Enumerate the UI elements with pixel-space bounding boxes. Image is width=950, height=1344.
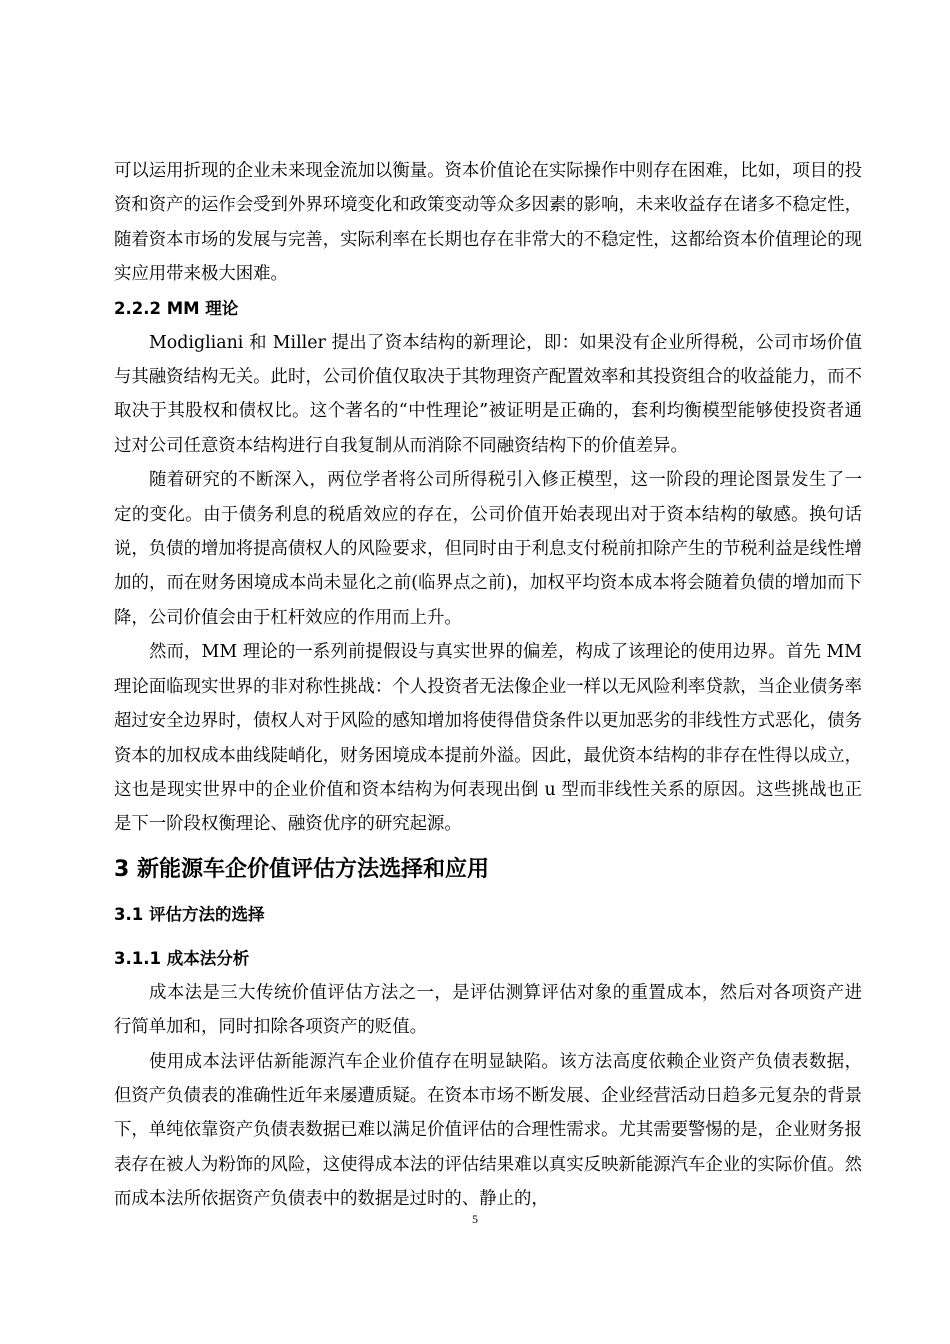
chapter-3-heading: 3 新能源车企价值评估方法选择和应用 (114, 856, 489, 882)
page-number: 5 (472, 1212, 478, 1226)
cost-method-paragraph-1: 成本法是三大传统价值评估方法之一，是评估测算评估对象的重置成本，然后对各项资产进行简单加和，同时扣除各项资产的贬值。 (114, 982, 862, 1038)
intro-paragraph: 可以运用折现的企业未来现金流加以衡量。资本价值论在实际操作中则存在困难，比如，项目的投资和资产的运作会受到外界环境变化和政策变动等众多因素的影响，未来收益存在诸多不稳定性，随着资本市场的发展与完善，实际利率在长期也存在非常大的不稳定性，这都给资本价值理论的现实应用带来极大困难。 (114, 161, 862, 285)
mm-paragraph-1: Modigliani 和 Miller 提出了资本结构的新理论，即：如果没有企业所得税，公司市场价值与其融资结构无关。此时，公司价值仅取决于其物理资产配置效率和其投资组合的收益能力，而不取决于其股权和债权比。这个著名的“中性理论”被证明是正确的，套利均衡模型能够使投资者通过对公司任意资本结构进行自我复制从而消除不同融资结构下的价值差异。 (114, 332, 862, 456)
cost-method-paragraph-2: 使用成本法评估新能源汽车企业价值存在明显缺陷。该方法高度依赖企业资产负债表数据，但资产负债表的准确性近年来屡遭质疑。在资本市场不断发展、企业经营活动日趋多元复杂的背景下，单纯依靠资产负债表数据已难以满足价值评估的合理性需求。尤其需要警惕的是，企业财务报表存在被人为粉饰的风险，这使得成本法的评估结果难以真实反映新能源汽车企业的实际价值。然而成本法所依据资产负债表中的数据是过时的、静止的， (114, 1051, 862, 1210)
section-heading-3-1: 3.1 评估方法的选择 (114, 904, 265, 924)
page-content (114, 154, 862, 1217)
mm-paragraph-2: 随着研究的不断深入，两位学者将公司所得税引入修正模型，这一阶段的理论图景发生了一定的变化。由于债务利息的税盾效应的存在，公司价值开始表现出对于资本结构的敏感。换句话说，负债的增加将提高债权人的风险要求，但同时由于利息支付税前扣除产生的节税利益是线性增加的，而在财务困境成本尚未显化之前(临界点之前)，加权平均资本成本将会随着负债的增加而下降，公司价值会由于杠杆效应的作用而上升。 (114, 470, 862, 628)
section-heading-3-1-1: 3.1.1 成本法分析 (114, 948, 250, 968)
mm-paragraph-3: 然而，MM 理论的一系列前提假设与真实世界的偏差，构成了该理论的使用边界。首先 MM 理论面临现实世界的非对称性挑战：个人投资者无法像企业一样以无风险利率贷款，当企业债务率超过安全边界时，债权人对于风险的感知增加将使得借贷条件以更加恶劣的非线性方式恶化，债务资本的加权成本曲线陡峭化，财务困境成本提前外溢。因此，最优资本结构的非存在性得以成立，这也是现实世界中的企业价值和资本结构为何表现出倒 u 型而非线性关系的原因。这些挑战也正是下一阶段权衡理论、融资优序的研究起源。 (114, 642, 862, 835)
section-heading-2-2-2: 2.2.2 MM 理论 (114, 298, 239, 318)
